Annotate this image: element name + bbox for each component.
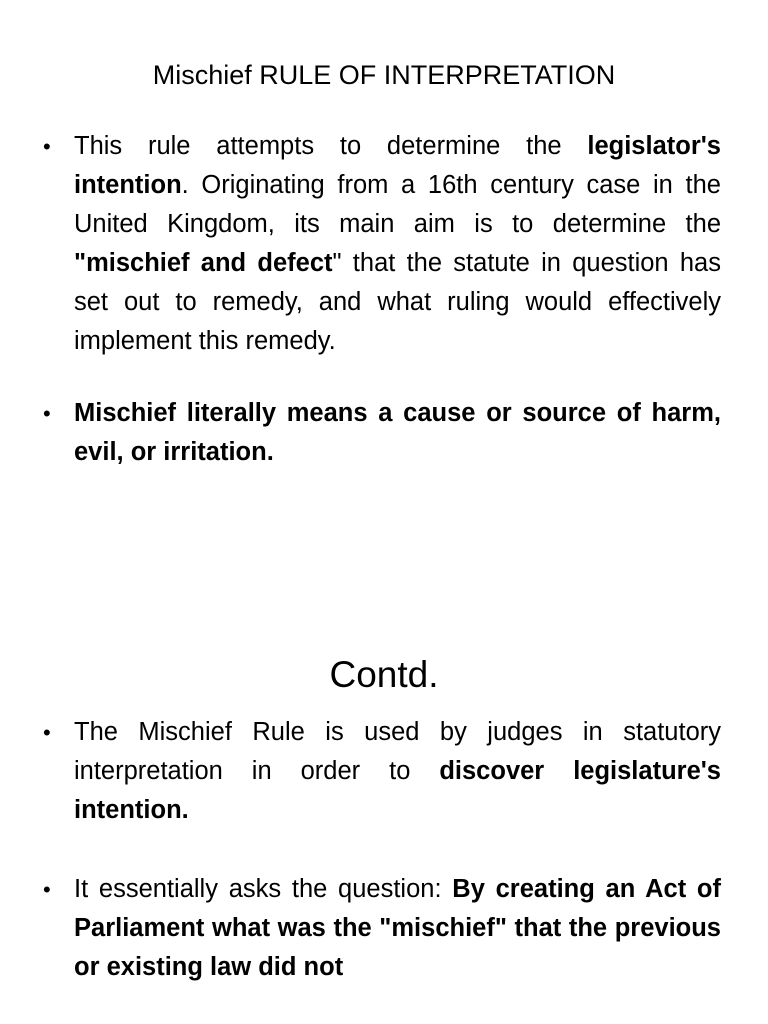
bullet-dot-icon: •: [43, 134, 51, 159]
bullet-text: The Mischief Rule is used by judges in statutory interpretation in order to: [74, 718, 721, 785]
bold-text: legislator's intention: [74, 132, 721, 199]
bullet-dot-icon: •: [43, 720, 51, 745]
bullet-dot-icon: •: [43, 877, 51, 902]
bullet-item: [43, 127, 721, 361]
bold-text: discover legislature's intention.: [74, 757, 721, 824]
bullet-text: This rule attempts to determine the: [74, 132, 588, 160]
slide-title: Mischief RULE OF INTERPRETATION: [152, 60, 616, 90]
bullet-dot-icon: •: [43, 401, 51, 426]
bullet-list: [0, 127, 768, 472]
bullet-text: It essentially asks the question:: [74, 875, 453, 903]
bullet-item: [43, 394, 721, 472]
slide-2: [0, 590, 768, 1024]
bullet-list: [0, 713, 768, 987]
bullet-item: [43, 713, 721, 830]
bullet-text: " that the statute in question has set out to remedy, and what ruling would effectively implement this remedy.: [74, 249, 721, 355]
bold-text: By creating an Act of Parliament what was the "mischief" that the previous or existing law did not: [74, 875, 721, 981]
bullet-item: [43, 870, 721, 987]
bold-text: Mischief literally means a cause or source of harm, evil, or irritation.: [74, 399, 721, 466]
slide-title: Contd.: [329, 654, 439, 695]
bullet-text: . Originating from a 16th century case in the United Kingdom, its main aim is to determine the: [74, 171, 721, 238]
bold-text: "mischief and defect: [74, 249, 333, 277]
